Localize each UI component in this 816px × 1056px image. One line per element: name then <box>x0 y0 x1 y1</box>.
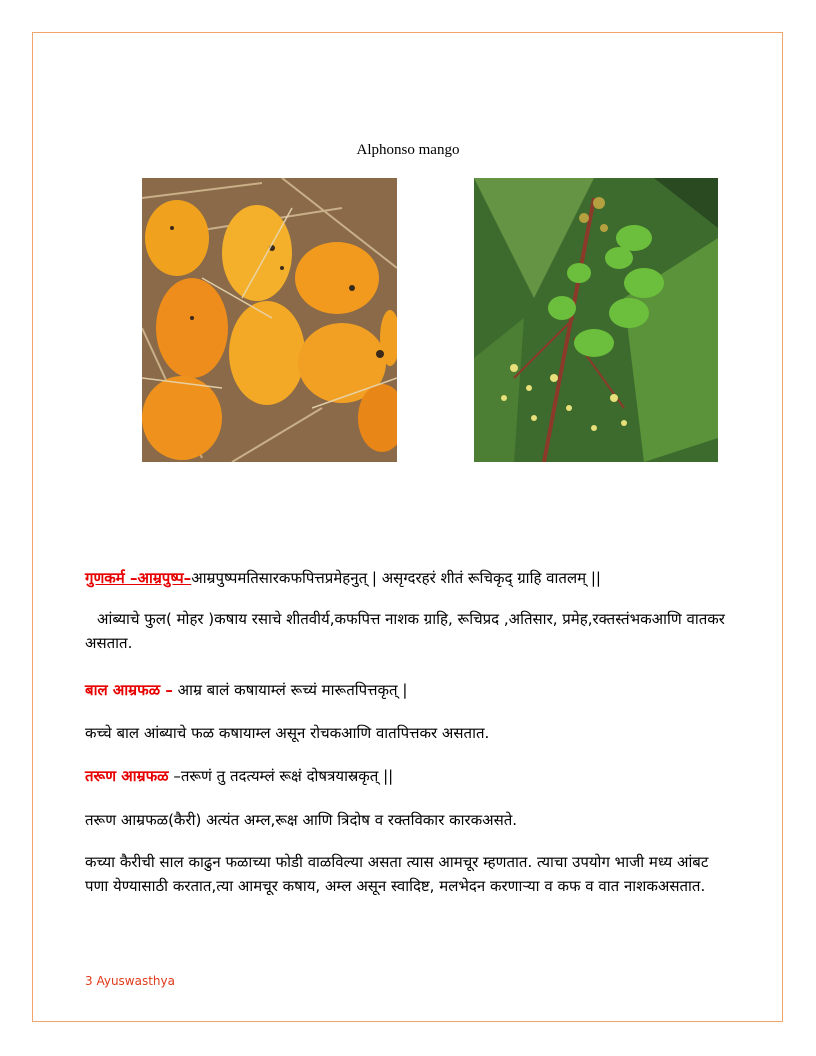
mango-flowers-photo <box>474 178 718 462</box>
gunkarma-amrapushpa-paragraph <box>85 566 735 590</box>
gunkarma-heading: गुणकर्म –आम्रपुष्प– <box>85 569 192 587</box>
alphonso-mangoes-photo <box>142 178 397 462</box>
bal-amraphal-paragraph <box>85 678 735 702</box>
tarun-amraphal-shloka: –तरूणं तु तदत्यम्लं रूक्षं दोषत्रयास्रकृत् || <box>168 767 394 785</box>
image-caption: Alphonso mango <box>356 142 460 158</box>
bal-amraphal-shloka: आम्र बालं कषायाम्लं रूच्यं मारूतपित्तकृत् | <box>172 681 408 699</box>
aamchur-description: कच्या कैरीची साल काढुन फळाच्या फोडी वाळविल्या असता त्यास आमचूर म्हणतात. त्याचा उपयोग भाजी मध्य आंबट पणा येण्यासाठी करतात,त्या आमचूर कषाय, अम्ल असून स्वादिष्ट, मलभेदन करणाऱ्या व कफ व वात नाशकअसतात. <box>85 853 709 895</box>
amrapushpa-shloka: आम्रपुष्पमतिसारकफपित्तप्रमेहनुत् | असृग्दरहरं शीतं रूचिकृद् ग्राहि वातलम् || <box>191 569 601 587</box>
raw-mango-description: कच्चे बाल आंब्याचे फळ कषायाम्ल असून रोचकआणि वातपित्तकर असतात. <box>85 724 490 742</box>
mango-flower-description: आंब्याचे फुल( मोहर )कषाय रसाचे शीतवीर्य,कफपित्त नाशक ग्राहि, रूचिप्रद ,अतिसार, प्रमेह,रक्तस्तंभकआणि वातकर असतात. <box>85 610 725 652</box>
tarun-amraphal-heading: तरूण आम्रफळ <box>85 767 169 785</box>
page-footer: 3 Ayuswasthya <box>85 974 175 988</box>
kairi-description: तरूण आम्रफळ(कैरी) अत्यंत अम्ल,रूक्ष आणि त्रिदोष व रक्तविकार कारकअसते. <box>85 811 518 829</box>
bal-amraphal-heading: बाल आम्रफळ – <box>85 681 173 699</box>
tarun-amraphal-paragraph <box>85 764 735 788</box>
